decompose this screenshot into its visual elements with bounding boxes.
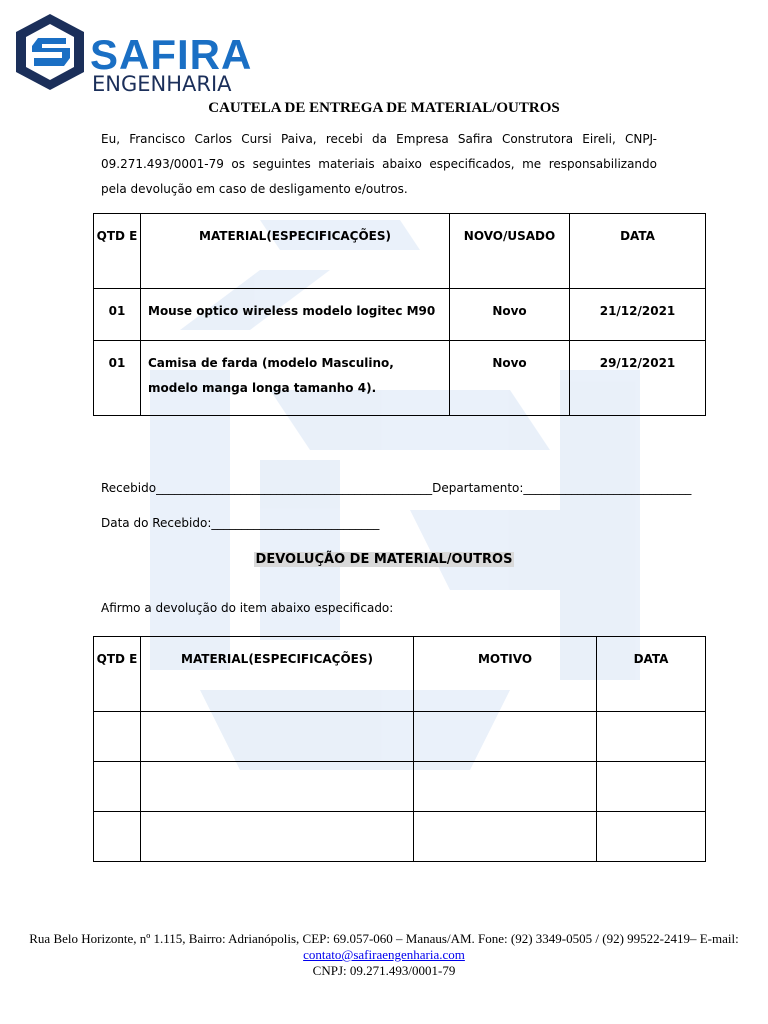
document-title: CAUTELA DE ENTREGA DE MATERIAL/OUTROS <box>208 100 560 116</box>
empty-cell[interactable] <box>597 712 706 762</box>
empty-cell[interactable] <box>141 712 414 762</box>
footer <box>20 931 748 979</box>
row-data: 21/12/2021 <box>570 289 706 341</box>
header-motivo: MOTIVO <box>414 637 597 712</box>
empty-cell[interactable] <box>597 812 706 862</box>
empty-cell[interactable] <box>414 812 597 862</box>
header-material: MATERIAL(ESPECIFICAÇÕES) <box>141 637 414 712</box>
return-statement: Afirmo a devolução do item abaixo especificado: <box>101 601 394 615</box>
table-header-row <box>94 214 706 289</box>
return-title-text: DEVOLUÇÃO DE MATERIAL/OUTROS <box>255 552 513 567</box>
return-section-title <box>0 552 768 567</box>
footer-cnpj: CNPJ: 09.271.493/0001-79 <box>312 963 456 978</box>
table-row[interactable] <box>94 812 706 862</box>
footer-address: Rua Belo Horizonte, nº 1.115, Bairro: Adrianópolis, CEP: 69.057-060 – Manaus/AM. Fone: (92) 3349-0505 / (92) 99522-2419– E-mail: <box>29 931 739 946</box>
header-material: MATERIAL(ESPECIFICAÇÕES) <box>141 214 450 289</box>
empty-cell[interactable] <box>414 762 597 812</box>
empty-cell[interactable] <box>94 762 141 812</box>
logo-brand: SAFIRA <box>90 31 253 78</box>
logo-subtitle: ENGENHARIA <box>92 72 232 96</box>
row-qtd: 01 <box>94 289 141 341</box>
hexagon-logo-icon <box>12 12 88 92</box>
intro-paragraph: Eu, Francisco Carlos Cursi Paiva, recebi da Empresa Safira Construtora Eireli, CNPJ-09.271.493/0001-79 os seguintes materiais abaixo especificados, me responsabilizando pela devolução em caso de desligamento e/outros. <box>101 132 657 196</box>
header-estado: NOVO/USADO <box>450 214 570 289</box>
empty-cell[interactable] <box>141 762 414 812</box>
header-data: DATA <box>570 214 706 289</box>
data-recebido-field[interactable]: Data do Recebido:____________________________ <box>101 516 380 530</box>
row-qtd: 01 <box>94 341 141 416</box>
table-row <box>94 341 706 416</box>
empty-cell[interactable] <box>94 712 141 762</box>
row-material: Mouse optico wireless modelo logitec M90 <box>141 289 450 341</box>
header-qtd: QTD E <box>94 637 141 712</box>
row-data: 29/12/2021 <box>570 341 706 416</box>
empty-cell[interactable] <box>597 762 706 812</box>
empty-cell[interactable] <box>414 712 597 762</box>
row-estado: Novo <box>450 341 570 416</box>
footer-email-link[interactable]: contato@safiraengenharia.com <box>303 947 465 962</box>
table-row[interactable] <box>94 712 706 762</box>
row-material: Camisa de farda (modelo Masculino, modelo manga longa tamanho 4). <box>141 341 450 416</box>
table-row <box>94 289 706 341</box>
header-data: DATA <box>597 637 706 712</box>
table-row[interactable] <box>94 762 706 812</box>
empty-cell[interactable] <box>141 812 414 862</box>
delivery-table <box>93 213 706 416</box>
company-logo <box>12 12 252 96</box>
return-table <box>93 636 706 862</box>
recebido-field[interactable]: Recebido______________________________________________Departamento:____________________________ <box>101 481 692 495</box>
row-estado: Novo <box>450 289 570 341</box>
empty-cell[interactable] <box>94 812 141 862</box>
header-qtd: QTD E <box>94 214 141 289</box>
table-header-row <box>94 637 706 712</box>
